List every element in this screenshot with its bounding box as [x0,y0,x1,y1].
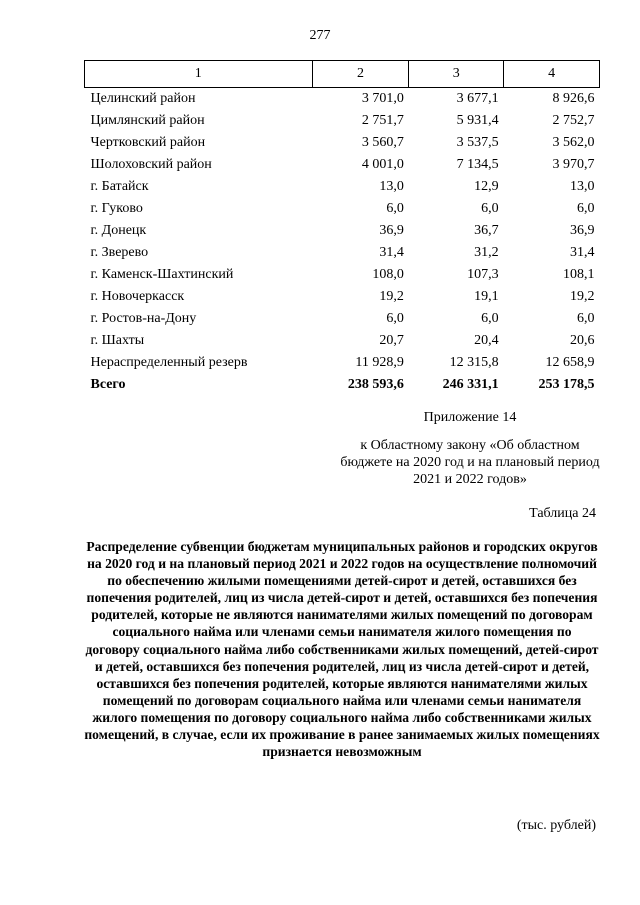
district-name-cell: Нераспределенный резерв [90,355,248,370]
table-row [85,286,600,308]
budget-table [84,60,600,396]
district-name-cell: г. Ростов-на-Дону [90,311,197,326]
value-2020-cell: 4 001,0 [361,157,404,172]
table-row [85,110,600,132]
value-2020-cell: 108,0 [372,267,404,282]
value-2022-cell: 8 926,6 [552,91,595,106]
table-row [85,242,600,264]
value-2020-cell: 2 751,7 [361,113,404,128]
value-2020-cell: 36,9 [379,223,404,238]
value-2021-cell: 6,0 [481,201,499,216]
value-2020-cell: 6,0 [386,311,404,326]
value-2021-cell: 246 331,1 [442,377,499,392]
district-name-cell: Чертковский район [90,135,206,150]
column-header-4: 4 [504,61,600,88]
table-header [85,61,600,88]
value-2021-cell: 6,0 [481,311,499,326]
table-row [85,176,600,198]
page-number: 277 [309,28,331,43]
appendix-title: Приложение 14 [423,410,517,425]
table-row [85,308,600,330]
value-2021-cell: 7 134,5 [456,157,499,172]
table-row [85,264,600,286]
value-2022-cell: 12 658,9 [545,355,595,370]
table-heading: Распределение субвенции бюджетам муниципальных районов и городских округов на 2020 год и на плановый период 2021 и 2022 годов на осуществление полномочий по обеспечению жилыми помещениями детей-сирот и детей, оставшихся без попечения родителей, лиц из числа детей-сирот и детей, оставшихся без попечения родителей, которые не являются нанимателями жилых помещений по договорам социального найма или членами семьи нанимателя жилого помещения по договору социального найма либо собственниками жилых помещений, детей-сирот и детей, оставшихся без попечения родителей, лиц из числа детей-сирот и детей, оставшихся без попечения родителей, которые являются нанимателями жилых помещений по договорам социального найма или членами семьи нанимателя жилого помещения по договору социального найма либо собственниками жилых помещений, в случае, если их проживание в ранее занимаемых жилых помещениях признается невозможным [84,539,600,760]
value-2020-cell: 20,7 [379,333,404,348]
value-2020-cell: 11 928,9 [355,355,404,370]
column-header-3: 3 [409,61,504,88]
value-2022-cell: 20,6 [570,333,595,348]
value-2020-cell: 3 560,7 [361,135,404,150]
table-row [85,352,600,374]
district-name-cell: г. Шахты [90,333,145,348]
value-2021-cell: 107,3 [467,267,499,282]
value-2020-cell: 19,2 [379,289,404,304]
district-name-cell: Всего [90,377,126,392]
value-2020-cell: 238 593,6 [347,377,404,392]
value-2020-cell: 13,0 [379,179,404,194]
value-2021-cell: 12 315,8 [449,355,499,370]
table-row [85,330,600,352]
table-body [85,88,600,397]
appendix-reference: к Областному закону «Об областном бюджете на 2020 год и на плановый период 2021 и 2022 годов» [340,438,600,487]
table-number: Таблица 24 [529,506,596,521]
unit-label: (тыс. рублей) [516,818,596,833]
column-header-1: 1 [85,61,313,88]
value-2021-cell: 36,7 [474,223,499,238]
table-row [85,154,600,176]
value-2021-cell: 3 677,1 [456,91,499,106]
table-row [85,88,600,111]
district-name-cell: г. Новочеркасск [90,289,185,304]
value-2022-cell: 253 178,5 [538,377,595,392]
value-2020-cell: 31,4 [379,245,404,260]
value-2022-cell: 19,2 [570,289,595,304]
value-2022-cell: 6,0 [577,201,595,216]
district-name-cell: г. Донецк [90,223,147,238]
value-2021-cell: 3 537,5 [456,135,499,150]
district-name-cell: Цимлянский район [90,113,205,128]
table-row [85,220,600,242]
table-total-row [85,374,600,396]
value-2022-cell: 3 562,0 [552,135,595,150]
table-row [85,132,600,154]
district-name-cell: г. Батайск [90,179,149,194]
district-name-cell: Целинский район [90,91,196,106]
value-2021-cell: 12,9 [474,179,499,194]
value-2022-cell: 31,4 [570,245,595,260]
value-2020-cell: 6,0 [386,201,404,216]
column-header-2: 2 [312,61,409,88]
value-2021-cell: 31,2 [474,245,499,260]
value-2021-cell: 5 931,4 [456,113,499,128]
value-2022-cell: 3 970,7 [552,157,595,172]
value-2022-cell: 36,9 [570,223,595,238]
district-name-cell: г. Зверево [90,245,149,260]
value-2022-cell: 13,0 [570,179,595,194]
value-2021-cell: 20,4 [474,333,499,348]
value-2022-cell: 2 752,7 [552,113,595,128]
value-2022-cell: 6,0 [577,311,595,326]
value-2022-cell: 108,1 [563,267,595,282]
district-name-cell: г. Гуково [90,201,143,216]
value-2020-cell: 3 701,0 [361,91,404,106]
district-name-cell: Шолоховский район [90,157,212,172]
district-name-cell: г. Каменск-Шахтинский [90,267,234,282]
value-2021-cell: 19,1 [474,289,499,304]
table-row [85,198,600,220]
